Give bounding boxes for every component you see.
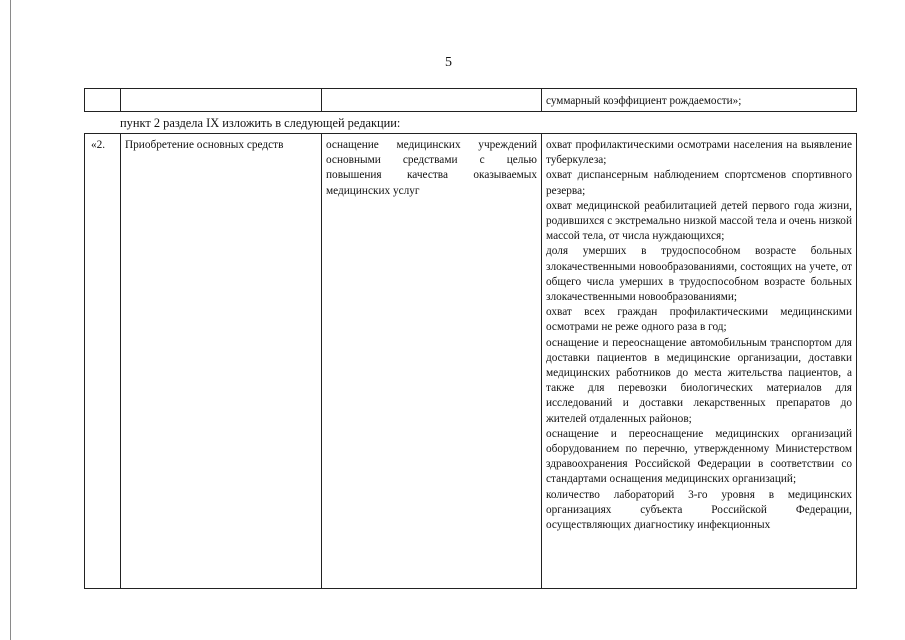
cell-indicator: суммарный коэффициент рождаемости»;: [542, 89, 857, 112]
amendment-intro-text: пункт 2 раздела IX изложить в следующей редакции:: [120, 116, 401, 130]
table-row: [85, 89, 857, 112]
indicator-item: оснащение и переоснащение автомобильным транспортом для доставки пациентов в медицинские организации, доставки медицинских работников до места жительства пациентов, а также для перевозки биологических материалов для исследований и доставки лекарственных препаратов до жителей отдаленных районов;: [546, 336, 852, 425]
indicator-item: охват диспансерным наблюдением спортсменов спортивного резерва;: [546, 169, 852, 197]
continued-table-row: [84, 88, 857, 112]
indicator-item: охват профилактическими осмотрами населения на выявление туберкулеза;: [546, 139, 852, 167]
cell-number-empty: [85, 89, 121, 112]
indicator-item: охват всех граждан профилактическими медицинскими осмотрами не реже одного раза в год;: [546, 306, 852, 334]
measure-name: Приобретение основных средств: [121, 134, 322, 589]
cell-purpose-empty: [322, 89, 542, 112]
row-number: «2.: [85, 134, 121, 589]
indicator-item: количество лабораторий 3-го уровня в медицинских организациях субъекта Российской Федерации, осуществляющих диагностику инфекционных: [546, 488, 852, 532]
measure-purpose: оснащение медицинских учреждений основными средствами с целью повышения качества оказываемых медицинских услуг: [322, 134, 542, 589]
table-row: [85, 134, 857, 589]
indicators-list: [546, 138, 852, 586]
indicator-item: оснащение и переоснащение медицинских организаций оборудованием по перечню, утвержденному Министерством здравоохранения Российской Федерации в соответствии со стандартами оснащения медицинских организаций;: [546, 427, 852, 486]
scan-edge-line: [10, 0, 11, 640]
page-number: 5: [445, 55, 452, 70]
measures-table: [84, 133, 857, 589]
indicators-cell: [542, 134, 857, 589]
indicator-item: доля умерших в трудоспособном возрасте больных злокачественными новообразованиями, состоящих на учете, от общего числа умерших в трудоспособном возрасте больных злокачественными новообразованиями;: [546, 245, 852, 304]
cell-name-empty: [121, 89, 322, 112]
indicator-item: охват медицинской реабилитацией детей первого года жизни, родившихся с экстремально низкой массой тела и очень низкой массой тела, от числа нуждающихся;: [546, 199, 852, 243]
